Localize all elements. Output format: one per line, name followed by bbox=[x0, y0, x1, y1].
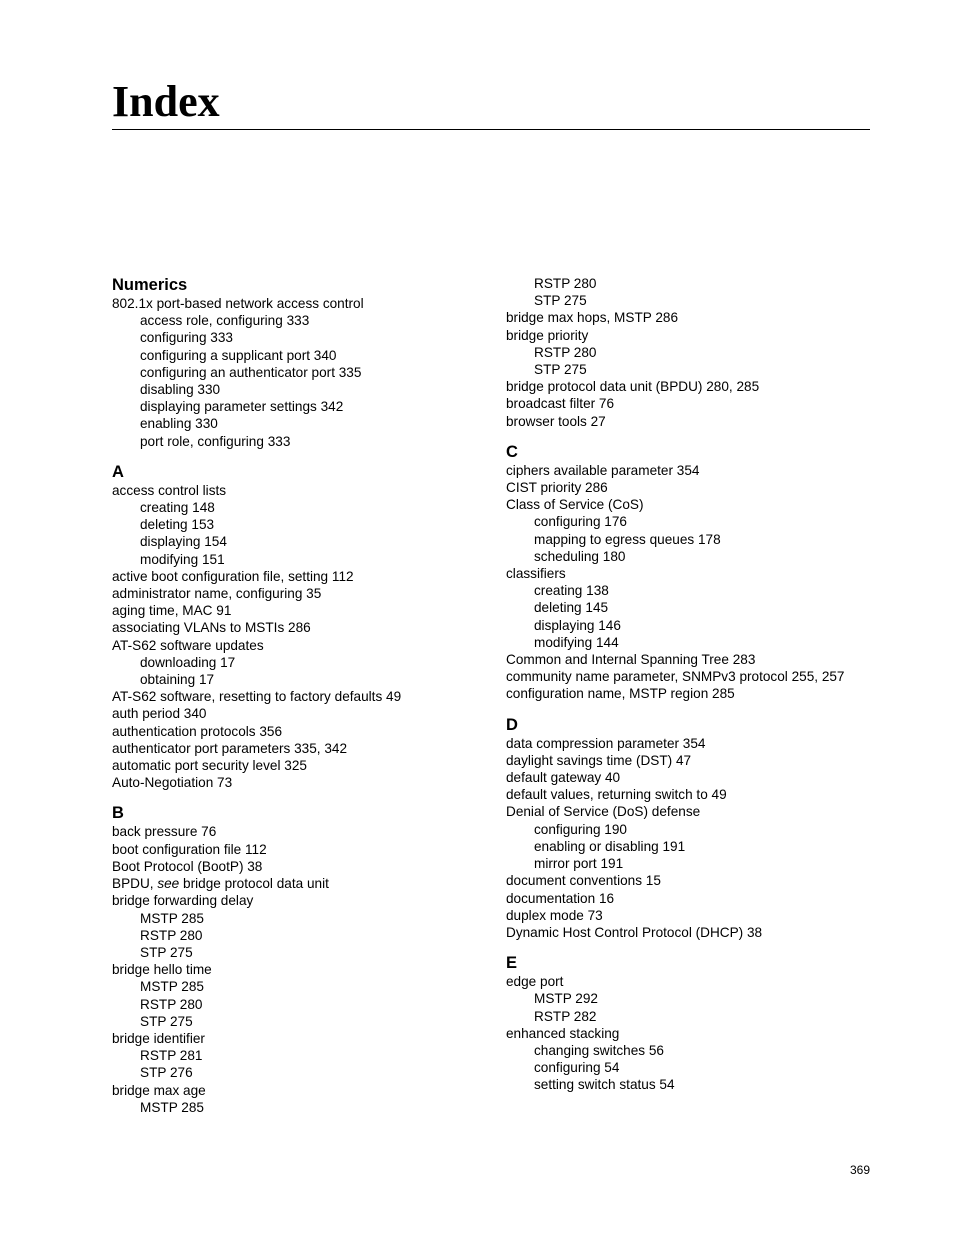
index-subentry: MSTP 285 bbox=[140, 1099, 204, 1115]
index-entry: document conventions 15 bbox=[506, 873, 661, 889]
entry-term: BPDU, bbox=[112, 876, 154, 892]
index-entry: bridge forwarding delay bbox=[112, 893, 254, 909]
index-entry: administrator name, configuring 35 bbox=[112, 586, 322, 602]
index-subentry: enabling or disabling 191 bbox=[534, 838, 686, 854]
index-entry: AT-S62 software, resetting to factory defaults 49 bbox=[112, 689, 402, 705]
index-column-right bbox=[506, 275, 866, 1094]
index-subentry: RSTP 280 bbox=[140, 996, 203, 1012]
section-heading: Numerics bbox=[112, 276, 188, 294]
index-subentry: STP 275 bbox=[534, 293, 587, 309]
index-entry: bridge identifier bbox=[112, 1030, 205, 1046]
index-entry: CIST priority 286 bbox=[506, 480, 608, 496]
index-entry: authenticator port parameters 335, 342 bbox=[112, 740, 348, 756]
index-entry: broadcast filter 76 bbox=[506, 396, 615, 412]
section-heading: B bbox=[112, 804, 124, 823]
index-subentry: MSTP 292 bbox=[534, 991, 598, 1007]
section-numerics bbox=[112, 275, 472, 450]
section-heading: D bbox=[506, 715, 518, 734]
index-entry: 802.1x port-based network access control bbox=[112, 296, 364, 311]
index-entry: AT-S62 software updates bbox=[112, 637, 264, 653]
index-subentry: MSTP 285 bbox=[140, 979, 204, 995]
index-subentry: deleting 153 bbox=[140, 517, 215, 533]
index-subentry: RSTP 281 bbox=[140, 1048, 203, 1064]
section-b-continued bbox=[506, 275, 866, 430]
index-subentry: RSTP 280 bbox=[140, 927, 203, 943]
index-subentry: STP 275 bbox=[140, 944, 193, 960]
reference-target: bridge protocol data unit bbox=[183, 876, 329, 892]
index-entry: authentication protocols 356 bbox=[112, 723, 283, 739]
index-subentry: displaying 154 bbox=[140, 534, 227, 550]
index-entry: classifiers bbox=[506, 566, 566, 582]
index-subentry: STP 275 bbox=[140, 1013, 193, 1029]
index-subentry: STP 275 bbox=[534, 362, 587, 378]
index-subentry: MSTP 285 bbox=[140, 910, 204, 926]
section-d bbox=[506, 715, 866, 941]
index-entry: Dynamic Host Control Protocol (DHCP) 38 bbox=[506, 924, 763, 940]
index-entry: bridge max hops, MSTP 286 bbox=[506, 310, 679, 326]
index-entry: edge port bbox=[506, 974, 564, 990]
index-entry: Boot Protocol (BootP) 38 bbox=[112, 858, 263, 874]
index-subentry: obtaining 17 bbox=[140, 672, 215, 688]
section-heading: C bbox=[506, 442, 518, 461]
index-subentry: modifying 144 bbox=[534, 634, 619, 650]
index-entry: community name parameter, SNMPv3 protocol 255, 257 bbox=[506, 669, 845, 685]
index-subentry: RSTP 280 bbox=[534, 276, 597, 291]
index-entry: bridge protocol data unit (BPDU) 280, 285 bbox=[506, 379, 760, 395]
index-subentry: configuring a supplicant port 340 bbox=[140, 347, 337, 363]
index-subentry: displaying parameter settings 342 bbox=[140, 399, 344, 415]
index-subentry: deleting 145 bbox=[534, 600, 609, 616]
index-entry: boot configuration file 112 bbox=[112, 841, 267, 857]
index-entry: data compression parameter 354 bbox=[506, 735, 706, 751]
see-reference: see bbox=[157, 876, 180, 892]
index-entry: Denial of Service (DoS) defense bbox=[506, 804, 701, 820]
index-entry: browser tools 27 bbox=[506, 413, 606, 429]
index-subentry: creating 148 bbox=[140, 500, 215, 516]
index-subentry: scheduling 180 bbox=[534, 548, 626, 564]
section-heading: E bbox=[506, 954, 518, 973]
title-rule bbox=[112, 129, 870, 130]
index-entry-cross-reference bbox=[112, 875, 472, 892]
section-b bbox=[112, 803, 472, 1115]
index-subentry: configuring 176 bbox=[534, 514, 627, 530]
index-subentry: configuring 54 bbox=[534, 1060, 620, 1076]
index-entry: back pressure 76 bbox=[112, 824, 217, 840]
index-entry: daylight savings time (DST) 47 bbox=[506, 752, 692, 768]
section-heading: A bbox=[112, 462, 124, 481]
index-entry: automatic port security level 325 bbox=[112, 758, 307, 774]
index-subentry: disabling 330 bbox=[140, 382, 221, 398]
page-title: Index bbox=[112, 77, 220, 126]
index-entry: bridge priority bbox=[506, 327, 589, 343]
index-subentry: STP 276 bbox=[140, 1065, 193, 1081]
index-entry: default values, returning switch to 49 bbox=[506, 787, 727, 803]
index-entry: access control lists bbox=[112, 482, 227, 498]
index-entry: Class of Service (CoS) bbox=[506, 497, 644, 513]
index-entry: Common and Internal Spanning Tree 283 bbox=[506, 652, 756, 668]
index-entry: default gateway 40 bbox=[506, 770, 621, 786]
section-a bbox=[112, 462, 472, 792]
index-subentry: modifying 151 bbox=[140, 551, 225, 567]
index-entry: configuration name, MSTP region 285 bbox=[506, 686, 735, 702]
index-subentry: configuring 333 bbox=[140, 330, 233, 346]
index-entry: associating VLANs to MSTIs 286 bbox=[112, 620, 311, 636]
index-subentry: changing switches 56 bbox=[534, 1042, 664, 1058]
index-subentry: downloading 17 bbox=[140, 654, 236, 670]
index-subentry: RSTP 280 bbox=[534, 344, 597, 360]
index-column-left bbox=[112, 275, 472, 1116]
index-entry: bridge hello time bbox=[112, 962, 212, 978]
index-subentry: setting switch status 54 bbox=[534, 1077, 675, 1093]
index-subentry: configuring 190 bbox=[534, 821, 627, 837]
page-number: 369 bbox=[849, 1163, 870, 1177]
index-subentry: configuring an authenticator port 335 bbox=[140, 364, 362, 380]
index-subentry: creating 138 bbox=[534, 583, 609, 599]
index-entry: duplex mode 73 bbox=[506, 907, 603, 923]
index-subentry: displaying 146 bbox=[534, 617, 621, 633]
index-entry: bridge max age bbox=[112, 1082, 206, 1098]
index-entry: active boot configuration file, setting 112 bbox=[112, 568, 354, 584]
index-subentry: enabling 330 bbox=[140, 416, 218, 432]
index-entry: documentation 16 bbox=[506, 890, 615, 906]
index-subentry: mirror port 191 bbox=[534, 856, 624, 872]
index-subentry: port role, configuring 333 bbox=[140, 433, 291, 449]
section-e bbox=[506, 953, 866, 1093]
index-entry: aging time, MAC 91 bbox=[112, 603, 232, 619]
section-c bbox=[506, 442, 866, 703]
index-subentry: access role, configuring 333 bbox=[140, 313, 310, 329]
index-subentry: mapping to egress queues 178 bbox=[534, 531, 721, 547]
index-subentry: RSTP 282 bbox=[534, 1008, 597, 1024]
index-entry: auth period 340 bbox=[112, 706, 207, 722]
index-entry: enhanced stacking bbox=[506, 1025, 620, 1041]
index-entry: Auto-Negotiation 73 bbox=[112, 775, 233, 791]
index-entry: ciphers available parameter 354 bbox=[506, 462, 700, 478]
